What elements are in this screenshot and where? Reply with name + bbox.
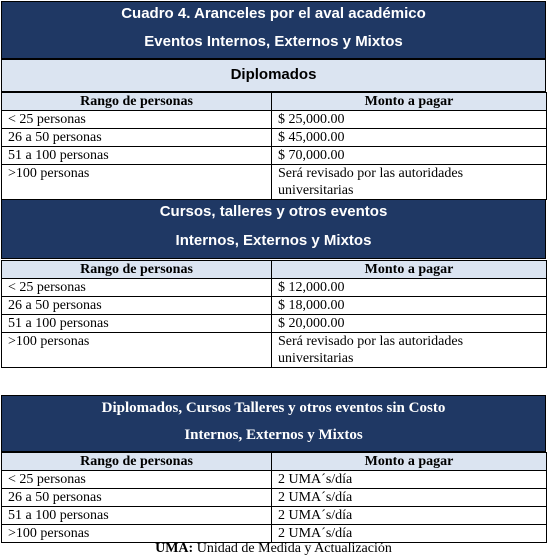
- range-cell: < 25 personas: [2, 111, 272, 129]
- uma-footnote-label: UMA:: [155, 541, 194, 556]
- column-header-range: Rango de personas: [2, 93, 272, 111]
- table-row: [2, 333, 547, 368]
- table-row: [2, 147, 547, 165]
- table-row: [2, 507, 547, 525]
- uma-footnote-text: Unidad de Medida y Actualización: [193, 541, 392, 556]
- section2-title: Cursos, talleres y otros eventos: [159, 203, 388, 220]
- column-header-range: Rango de personas: [2, 453, 272, 471]
- range-cell: 26 a 50 personas: [2, 129, 272, 147]
- table-row: [2, 165, 547, 200]
- section1-title: Cuadro 4. Aranceles por el aval académico: [121, 5, 426, 22]
- range-cell: 26 a 50 personas: [2, 297, 272, 315]
- table-row: [2, 489, 547, 507]
- range-cell: 51 a 100 personas: [2, 147, 272, 165]
- range-cell: >100 personas: [2, 525, 272, 543]
- section1-subtitle: Eventos Internos, Externos y Mixtos: [144, 33, 403, 50]
- amount-cell: $ 20,000.00: [272, 315, 547, 333]
- range-cell: 51 a 100 personas: [2, 315, 272, 333]
- amount-cell: Será revisado por las autoridades universitarias: [272, 165, 547, 200]
- table-row: [2, 297, 547, 315]
- section3-subtitle: Internos, Externos y Mixtos: [184, 427, 363, 443]
- section2-table: [1, 260, 547, 368]
- section2-title-banner: [1, 199, 546, 259]
- amount-cell: $ 45,000.00: [272, 129, 547, 147]
- range-cell: >100 personas: [2, 333, 272, 368]
- amount-cell: $ 18,000.00: [272, 297, 547, 315]
- column-header-range: Rango de personas: [2, 261, 272, 279]
- amount-cell: $ 70,000.00: [272, 147, 547, 165]
- table-row: [2, 315, 547, 333]
- amount-cell: 2 UMA´s/día: [272, 489, 547, 507]
- range-cell: 51 a 100 personas: [2, 507, 272, 525]
- range-cell: >100 personas: [2, 165, 272, 200]
- range-cell: 26 a 50 personas: [2, 489, 272, 507]
- table-row: [2, 471, 547, 489]
- amount-cell: $ 25,000.00: [272, 111, 547, 129]
- amount-cell: Será revisado por las autoridades universitarias: [272, 333, 547, 368]
- section3-table: [1, 452, 547, 543]
- column-header-amount: Monto a pagar: [272, 93, 547, 111]
- amount-cell: 2 UMA´s/día: [272, 471, 547, 489]
- table-row: [2, 279, 547, 297]
- section1-title-banner: [1, 1, 546, 59]
- table-header-row: [2, 453, 547, 471]
- column-header-amount: Monto a pagar: [272, 453, 547, 471]
- section3-title-banner: [1, 395, 546, 452]
- range-cell: < 25 personas: [2, 471, 272, 489]
- amount-cell: 2 UMA´s/día: [272, 525, 547, 543]
- table-header-row: [2, 93, 547, 111]
- section1-subheader: Diplomados: [1, 59, 546, 92]
- range-cell: < 25 personas: [2, 279, 272, 297]
- table-header-row: [2, 261, 547, 279]
- section1-table: [1, 92, 547, 200]
- amount-cell: 2 UMA´s/día: [272, 507, 547, 525]
- amount-cell: $ 12,000.00: [272, 279, 547, 297]
- column-header-amount: Monto a pagar: [272, 261, 547, 279]
- table-row: [2, 111, 547, 129]
- uma-footnote: [1, 540, 546, 558]
- table-row: [2, 129, 547, 147]
- section3-title: Diplomados, Cursos Talleres y otros eventos sin Costo: [101, 400, 446, 416]
- section2-subtitle: Internos, Externos y Mixtos: [175, 232, 372, 249]
